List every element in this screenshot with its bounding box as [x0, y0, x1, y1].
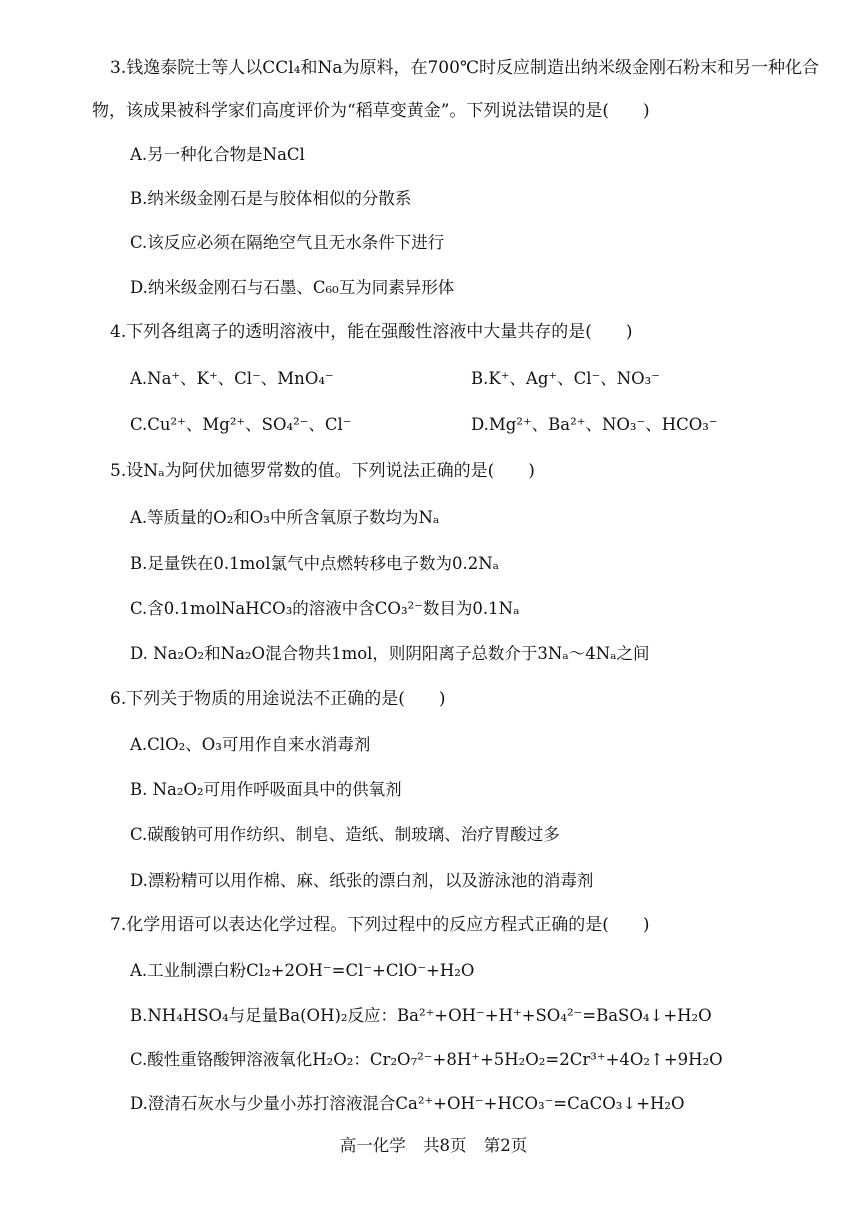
question-3-option-c: C.该反应必须在隔绝空气且无水条件下进行 — [130, 233, 445, 252]
question-6-option-d: D.漂粉精可以用作棉、麻、纸张的漂白剂，以及游泳池的消毒剂 — [130, 871, 594, 890]
question-4-stem: 4.下列各组离子的透明溶液中，能在强酸性溶液中大量共存的是( ) — [110, 322, 633, 342]
question-4-option-b: B.K⁺、Ag⁺、Cl⁻、NO₃⁻ — [471, 369, 660, 388]
question-3-option-d: D.纳米级金刚石与石墨、C₆₀互为同素异形体 — [130, 278, 455, 297]
question-5-option-c: C.含0.1molNaHCO₃的溶液中含CO₃²⁻数目为0.1Nₐ — [130, 599, 520, 618]
footer-subject: 高一化学 — [339, 1136, 406, 1155]
question-7-option-c: C.酸性重铬酸钾溶液氧化H₂O₂：Cr₂O₇²⁻+8H⁺+5H₂O₂=2Cr³⁺+4O₂↑+9H₂O — [130, 1050, 723, 1069]
question-3-stem-line2: 物，该成果被科学家们高度评价为“稻草变黄金”。下列说法错误的是( ) — [92, 101, 650, 121]
question-3-stem-line1: 3.钱逸泰院士等人以CCl₄和Na为原料，在700℃时反应制造出纳米级金刚石粉末和另一种化合 — [110, 58, 819, 78]
footer-page-number: 第2页 — [483, 1136, 528, 1155]
footer-total-pages: 共8页 — [423, 1136, 467, 1155]
question-4-option-a: A.Na⁺、K⁺、Cl⁻、MnO₄⁻ — [130, 369, 334, 388]
question-4-option-c: C.Cu²⁺、Mg²⁺、SO₄²⁻、Cl⁻ — [130, 415, 352, 434]
question-3-option-a: A.另一种化合物是NaCl — [130, 145, 305, 164]
question-6-option-b: B. Na₂O₂可用作呼吸面具中的供氧剂 — [130, 780, 402, 799]
question-7-option-d: D.澄清石灰水与少量小苏打溶液混合Ca²⁺+OH⁻+HCO₃⁻=CaCO₃↓+H₂O — [130, 1094, 685, 1113]
question-7-option-a: A.工业制漂白粉Cl₂+2OH⁻=Cl⁻+ClO⁻+H₂O — [130, 961, 475, 980]
question-7-stem: 7.化学用语可以表达化学过程。下列过程中的反应方程式正确的是( ) — [110, 915, 650, 935]
question-4-option-d: D.Mg²⁺、Ba²⁺、NO₃⁻、HCO₃⁻ — [471, 415, 718, 434]
question-5-option-d: D. Na₂O₂和Na₂O混合物共1mol，则阴阳离子总数介于3Nₐ～4Nₐ之间 — [130, 644, 650, 663]
question-5-option-a: A.等质量的O₂和O₃中所含氧原子数均为Nₐ — [130, 508, 440, 527]
page-footer — [0, 1132, 867, 1156]
question-5-stem: 5.设Nₐ为阿伏加德罗常数的值。下列说法正确的是( ) — [110, 461, 535, 481]
question-7-option-b: B.NH₄HSO₄与足量Ba(OH)₂反应：Ba²⁺+OH⁻+H⁺+SO₄²⁻=BaSO₄↓+H₂O — [130, 1006, 712, 1025]
question-6-option-a: A.ClO₂、O₃可用作自来水消毒剂 — [130, 735, 371, 754]
question-5-option-b: B.足量铁在0.1mol氯气中点燃转移电子数为0.2Nₐ — [130, 554, 500, 573]
question-6-option-c: C.碳酸钠可用作纺织、制皂、造纸、制玻璃、治疗胃酸过多 — [130, 825, 560, 844]
question-6-stem: 6.下列关于物质的用途说法不正确的是( ) — [110, 689, 446, 709]
question-3-option-b: B.纳米级金刚石是与胶体相似的分散系 — [130, 189, 412, 208]
